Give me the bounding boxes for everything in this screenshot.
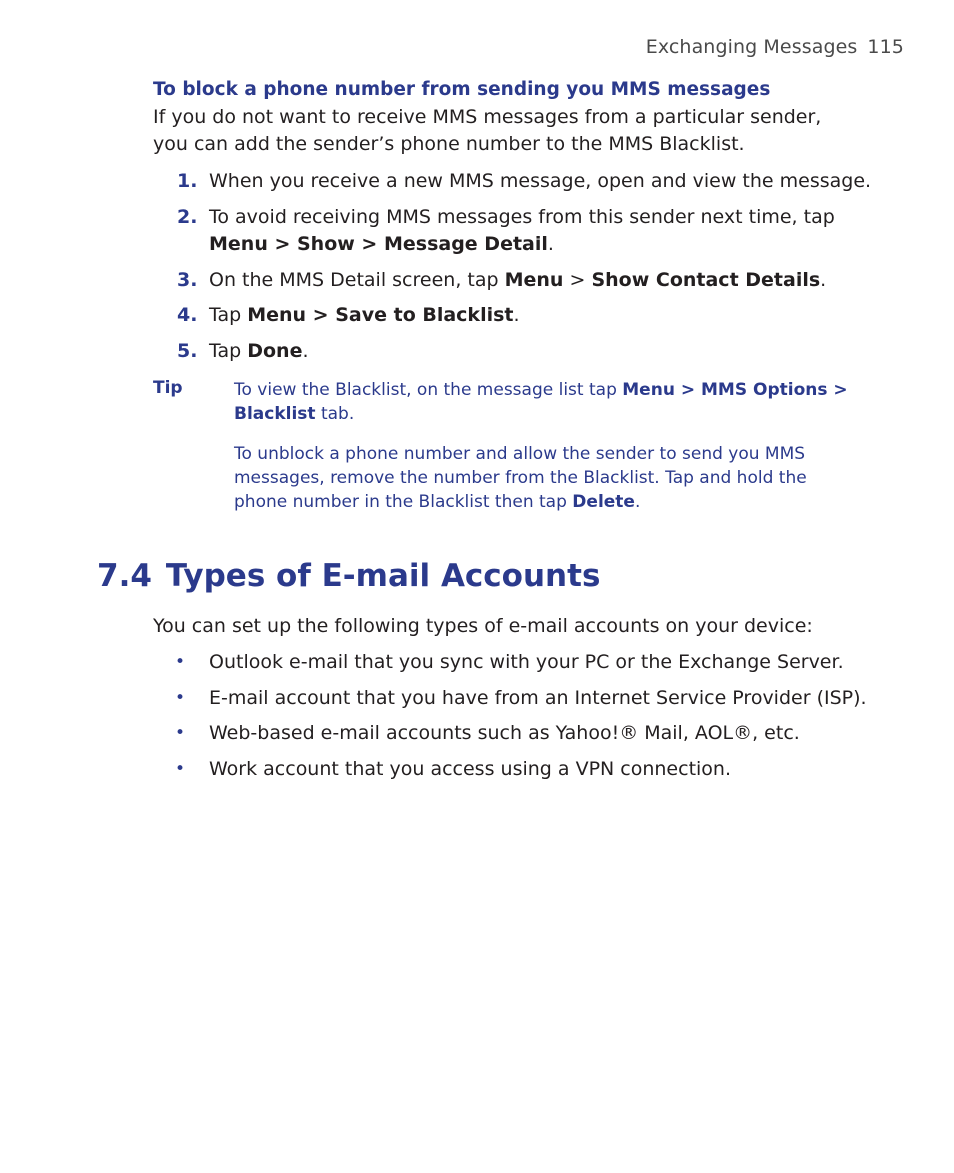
step-command: Menu > Show > Message Detail <box>209 233 548 255</box>
procedure-title: To block a phone number from sending you MMS messages <box>153 79 771 100</box>
step-number: 5. <box>177 339 198 362</box>
list-item <box>153 756 873 783</box>
bullet-text: E-mail account that you have from an Internet Service Provider (ISP). <box>209 686 867 709</box>
step-number: 3. <box>177 268 198 291</box>
list-item <box>153 685 873 712</box>
list-item <box>153 204 873 259</box>
section-heading <box>97 558 600 594</box>
tip-paragraph <box>234 378 859 426</box>
list-item <box>153 720 873 747</box>
section-title: Types of E-mail Accounts <box>165 558 601 594</box>
step-text: Tap <box>209 304 248 326</box>
list-item <box>153 168 873 196</box>
section-number: 7.4 <box>97 558 152 594</box>
tip-text: tab. <box>315 404 355 424</box>
procedure-intro: If you do not want to receive MMS messages from a particular sender, you can add the sender’s phone number to the MMS Blacklist. <box>153 106 822 155</box>
list-item <box>153 649 873 676</box>
step-separator: > <box>563 268 592 291</box>
page-number: 115 <box>867 36 904 58</box>
page-header <box>646 36 904 58</box>
bullet-icon: • <box>175 652 186 672</box>
step-punct: . <box>513 304 520 326</box>
step-text: Tap <box>209 339 248 362</box>
bullet-icon: • <box>175 723 186 743</box>
steps-list <box>153 168 873 373</box>
list-item <box>153 302 873 330</box>
step-command: Menu <box>504 268 564 291</box>
list-item <box>153 267 873 295</box>
step-command: Done <box>247 339 303 362</box>
chapter-title: Exchanging Messages <box>645 36 858 58</box>
step-punct: . <box>820 268 827 291</box>
tip-text: To view the Blacklist, on the message list tap <box>234 380 623 400</box>
step-command: Show Contact Details <box>591 268 821 291</box>
list-item <box>153 338 873 366</box>
step-number: 2. <box>177 205 198 228</box>
bullet-text: Work account that you access using a VPN connection. <box>209 757 731 780</box>
bullet-text: Outlook e-mail that you sync with your PC or the Exchange Server. <box>209 651 844 673</box>
step-text: When you receive a new MMS message, open and view the message. <box>209 170 872 192</box>
tip-label: Tip <box>153 378 183 398</box>
tip-paragraph <box>234 442 859 514</box>
tip-text: . <box>634 492 641 512</box>
step-punct: . <box>547 233 554 255</box>
tip-command: Delete <box>572 492 635 512</box>
bullet-text: Web-based e-mail accounts such as Yahoo!® Mail, AOL®, etc. <box>209 722 800 744</box>
step-number: 4. <box>177 304 198 326</box>
tip-text: To unblock a phone number and allow the sender to send you MMS messages, remove the number from the Blacklist. Tap and hold the phone number in the Blacklist then tap <box>234 444 807 512</box>
bullet-list <box>153 649 873 791</box>
bullet-icon: • <box>175 758 186 779</box>
step-command: Menu > Save to Blacklist <box>247 304 514 326</box>
step-number: 1. <box>177 170 198 192</box>
step-text: To avoid receiving MMS messages from this sender next time, tap <box>209 205 835 228</box>
step-text: On the MMS Detail screen, tap <box>209 268 505 291</box>
bullet-icon: • <box>175 687 186 708</box>
step-punct: . <box>302 339 309 362</box>
section-intro: You can set up the following types of e-mail accounts on your device: <box>153 615 813 637</box>
tip-command: Menu > MMS Options > Blacklist <box>234 380 848 424</box>
